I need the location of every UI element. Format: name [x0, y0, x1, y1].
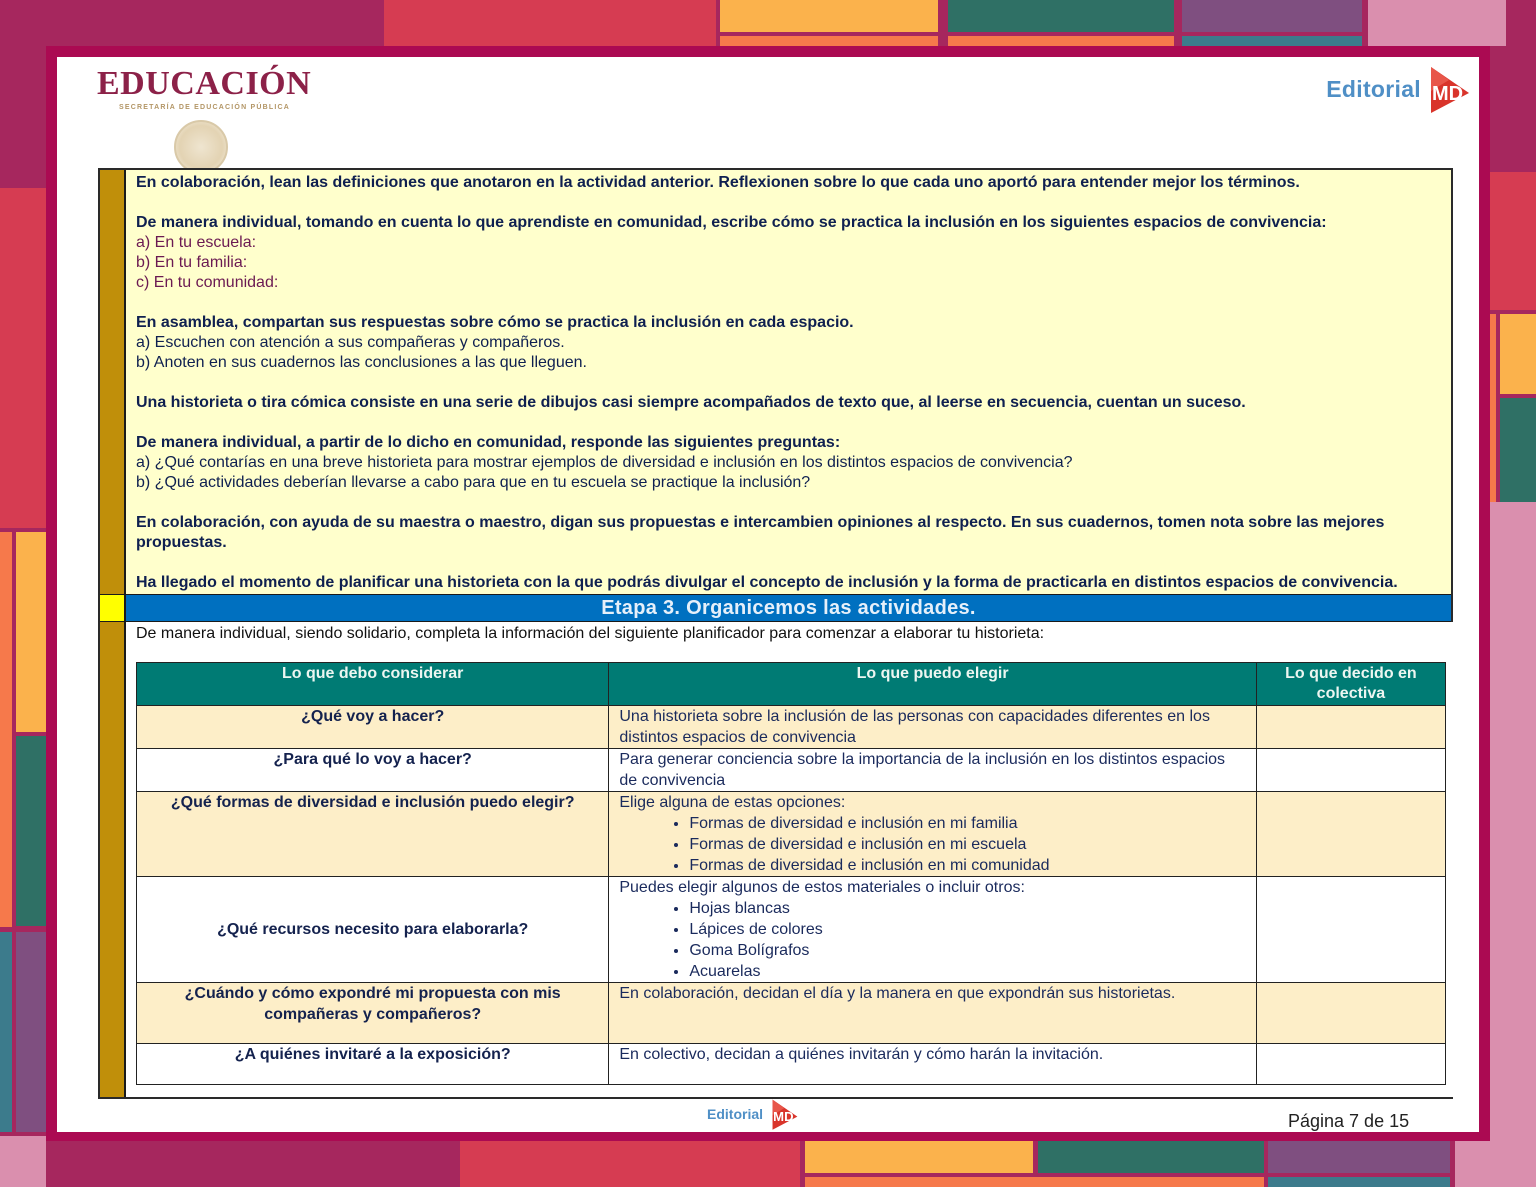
background-tile — [1490, 314, 1496, 502]
planner-row — [137, 706, 1446, 749]
activity-table — [98, 168, 1453, 1099]
background-tile — [805, 1141, 1033, 1173]
planner-option-list — [619, 813, 1245, 876]
planner-question: ¿Qué recursos necesito para elaborarla? — [137, 877, 609, 983]
background-tile — [0, 932, 12, 1132]
instruction-item: b) En tu familia: — [136, 254, 248, 271]
background-tile — [1500, 314, 1536, 394]
background-tile — [46, 1141, 456, 1187]
instruction-paragraph: En asamblea, compartan sus respuestas sobre cómo se practica la inclusión en cada espacio. — [136, 314, 854, 331]
planner-decision-field[interactable] — [1256, 877, 1445, 983]
md-triangle-icon — [1423, 63, 1471, 115]
planner-section — [126, 622, 1456, 1097]
background-tile — [1490, 172, 1536, 310]
instruction-item: b) ¿Qué actividades deberían llevarse a cabo para que en tu escuela se practique la inclusión? — [136, 474, 811, 491]
header-consider: Lo que debo considerar — [137, 663, 609, 706]
planner-option — [609, 877, 1256, 983]
planner-option — [609, 706, 1256, 749]
planner-option-text: En colectivo, decidan a quiénes invitarán y cómo harán la invitación. — [619, 1046, 1104, 1063]
planner-option-item: • Hojas blancas — [689, 898, 1245, 919]
paragraph-gap — [136, 193, 1441, 213]
planner-row — [137, 983, 1446, 1044]
editorial-logo-text: Editorial — [1326, 75, 1421, 102]
background-tile — [720, 36, 938, 46]
instruction-paragraph: En colaboración, con ayuda de su maestra o maestro, digan sus propuestas e intercambien opiniones al respecto. En sus cuadernos, tomen nota sobre las mejores propuestas. — [136, 514, 1385, 551]
instruction-paragraph: En colaboración, lean las definiciones que anotaron en la actividad anterior. Reflexionen sobre lo que cada uno aportó para entender mejor los términos. — [136, 174, 1300, 191]
sep-logo — [97, 65, 357, 111]
etapa-heading: Etapa 3. Organicemos las actividades. — [126, 595, 1451, 621]
footer-editorial-text: Editorial — [707, 1106, 764, 1122]
background-tile — [1490, 502, 1536, 1187]
planner-option-item: • Formas de diversidad e inclusión en mi comunidad — [689, 855, 1245, 876]
instruction-item: a) En tu escuela: — [136, 234, 257, 251]
background-tile — [1038, 1141, 1264, 1173]
background-tile — [1268, 1141, 1450, 1173]
background-tile — [1455, 1141, 1536, 1187]
planner-option — [609, 749, 1256, 792]
planner-option — [609, 983, 1256, 1044]
sep-subtitle: SECRETARÍA DE EDUCACIÓN PÚBLICA — [119, 104, 290, 111]
planner-question: ¿Cuándo y cómo expondré mi propuesta con mis compañeras y compañeros? — [137, 983, 609, 1044]
background-tile — [16, 736, 46, 926]
side-marker — [100, 622, 126, 1097]
background-tile — [1182, 0, 1362, 32]
document-page — [57, 57, 1479, 1132]
planner-header-row — [137, 663, 1446, 706]
planner-option-text: En colaboración, decidan el día y la manera en que expondrán sus historietas. — [619, 985, 1176, 1002]
background-tile — [384, 0, 716, 46]
planner-option-item: • Formas de diversidad e inclusión en mi familia — [689, 813, 1245, 834]
planner-decision-field[interactable] — [1256, 706, 1445, 749]
instruction-item: c) En tu comunidad: — [136, 274, 279, 291]
footer-md-triangle-icon — [763, 1097, 803, 1131]
background-tile — [1500, 398, 1536, 502]
planner-row — [137, 877, 1446, 983]
planner-option-item: • Formas de diversidad e inclusión en mi escuela — [689, 834, 1245, 855]
instruction-item: a) Escuchen con atención a sus compañeras y compañeros. — [136, 334, 565, 351]
instruction-paragraph: De manera individual, tomando en cuenta lo que aprendiste en comunidad, escribe cómo se practica la inclusión en los siguientes espacios de convivencia: — [136, 214, 1327, 231]
svg-text:MD: MD — [1432, 83, 1464, 105]
planner-option-list — [619, 898, 1245, 982]
planner-row — [100, 622, 1451, 1097]
national-seal-icon — [174, 120, 228, 174]
background-tile — [948, 0, 1174, 32]
planner-option-text: Una historieta sobre la inclusión de las personas con capacidades diferentes en los distintos espacios de convivencia — [619, 708, 1210, 746]
background-tile — [125, 0, 380, 46]
background-tile — [1182, 36, 1362, 46]
footer-editorial-logo — [707, 1097, 803, 1131]
background-tile — [1506, 0, 1536, 165]
planner-row — [137, 1044, 1446, 1085]
background-tile — [0, 188, 46, 528]
planner-option-text: Elige alguna de estas opciones: — [619, 794, 846, 811]
instruction-item: b) Anoten en sus cuadernos las conclusiones a las que lleguen. — [136, 354, 587, 371]
background-tile — [0, 1136, 46, 1187]
instruction-paragraph: De manera individual, a partir de lo dicho en comunidad, responde las siguientes preguntas: — [136, 434, 841, 451]
paragraph-gap — [136, 493, 1441, 513]
planner-table — [136, 662, 1446, 1085]
planner-intro: De manera individual, siendo solidario, completa la información del siguiente planificador para comenzar a elaborar tu historieta: — [136, 625, 1045, 642]
paragraph-gap — [136, 413, 1441, 433]
planner-decision-field[interactable] — [1256, 1044, 1445, 1085]
planner-question: ¿Qué formas de diversidad e inclusión puedo elegir? — [137, 792, 609, 877]
side-marker — [100, 170, 126, 594]
paragraph-gap — [136, 373, 1441, 393]
planner-option-text: Puedes elegir algunos de estos materiales o incluir otros: — [619, 879, 1025, 896]
planner-option — [609, 1044, 1256, 1085]
background-tile — [0, 532, 12, 927]
paragraph-gap — [136, 293, 1441, 313]
header-decide: Lo que decido en colectiva — [1256, 663, 1445, 706]
background-tile — [720, 0, 938, 32]
instructions-block — [126, 170, 1451, 594]
planner-question: ¿Qué voy a hacer? — [137, 706, 609, 749]
background-tile — [805, 1177, 1264, 1187]
instruction-paragraph: Ha llegado el momento de planificar una historieta con la que podrás divulgar el concepto de inclusión y la forma de practicarla en distintos espacios de convivencia. — [136, 574, 1398, 591]
background-tile — [460, 1141, 800, 1187]
background-tile — [948, 36, 1174, 46]
page-number: Página 7 de 15 — [1288, 1111, 1410, 1131]
planner-decision-field[interactable] — [1256, 749, 1445, 792]
background-tile — [16, 532, 46, 732]
planner-option-item: • Lápices de colores — [689, 919, 1245, 940]
planner-row — [137, 792, 1446, 877]
etapa-row — [100, 595, 1451, 622]
planner-option — [609, 792, 1256, 877]
planner-question: ¿Para qué lo voy a hacer? — [137, 749, 609, 792]
sep-title: EDUCACIÓN — [97, 65, 312, 102]
instruction-item: a) ¿Qué contarías en una breve historieta para mostrar ejemplos de diversidad e inclusión en los distintos espacios de convivencia? — [136, 454, 1073, 471]
planner-decision-field[interactable] — [1256, 983, 1445, 1044]
planner-option-item: • Goma Bolígrafos — [689, 940, 1245, 961]
side-marker-highlight — [100, 595, 126, 621]
background-tile — [1368, 0, 1506, 46]
planner-decision-field[interactable] — [1256, 792, 1445, 877]
editorial-md-logo — [1326, 63, 1471, 115]
instructions-row — [100, 170, 1451, 595]
svg-text:MD: MD — [773, 1109, 794, 1125]
planner-option-item: • Acuarelas — [689, 961, 1245, 982]
paragraph-gap — [136, 553, 1441, 573]
header-choose: Lo que puedo elegir — [609, 663, 1256, 706]
background-tile — [1268, 1177, 1450, 1187]
planner-question: ¿A quiénes invitaré a la exposición? — [137, 1044, 609, 1085]
planner-option-text: Para generar conciencia sobre la importancia de la inclusión en los distintos espacios de convivencia — [619, 751, 1226, 789]
background-tile — [16, 932, 46, 1132]
planner-row — [137, 749, 1446, 792]
instruction-paragraph: Una historieta o tira cómica consiste en una serie de dibujos casi siempre acompañados de texto que, al leerse en secuencia, cuentan un suceso. — [136, 394, 1246, 411]
